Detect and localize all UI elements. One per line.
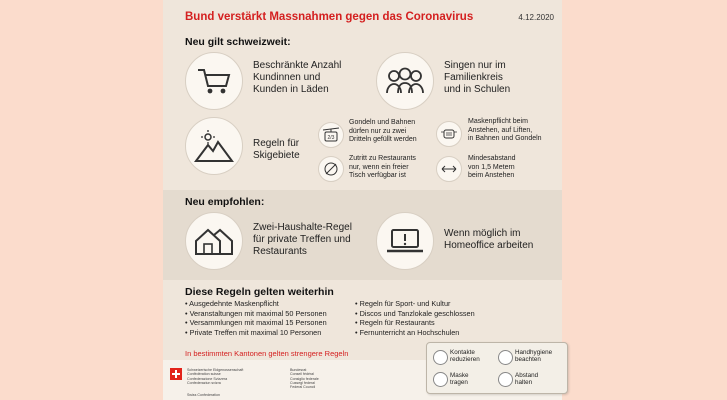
handwash-icon [498,350,513,365]
cantons-note: In bestimmten Kantonen gelten strengere Regeln [185,349,349,358]
laptop-icon [376,212,434,270]
federal-council-text: Bundesrat Conseil fédéral Consiglio federale Cussegl federal Federal Council [290,368,319,390]
shopping-cart-icon [185,52,243,110]
poster-title: Bund verstärkt Massnahmen gegen das Coronavirus [185,11,474,23]
distance-label: Abstand halten [515,372,539,387]
swiss-confederation-text: Swiss Confederation [187,393,220,397]
shop-limit-label: Beschränkte Anzahl Kundinnen und Kunden in Läden [253,60,342,95]
distance-small-icon [498,372,513,387]
existing-rule-item: • Regeln für Restaurants [355,318,435,328]
poster-date: 4.12.2020 [518,13,554,22]
hygiene-box [426,342,568,394]
two-households-label: Zwei-Haushalte-Regel für private Treffen und Restaurants [253,222,352,257]
section-existing-rules-heading: Diese Regeln gelten weiterhin [185,286,334,298]
mask-icon [436,121,462,147]
restaurant-icon [318,156,344,182]
existing-rule-item: • Regeln für Sport- und Kultur [355,299,451,308]
existing-rule-item: • Veranstaltungen mit maximal 50 Personen [185,308,327,318]
mountain-icon [185,117,243,175]
existing-rules-list-left [185,299,327,337]
singing-label: Singen nur im Familienkreis und in Schulen [444,60,511,95]
gondola-ratio-text: 2/3 [327,135,335,141]
existing-rules-list-right [355,299,475,337]
gondola-icon [318,122,344,148]
family-icon [376,52,434,110]
section-new-rules-heading: Neu gilt schweizweit: [185,36,291,48]
mask-rule-label: Maskenpflicht beim Anstehen, auf Liften, in Bahnen und Gondeln [468,118,542,143]
swiss-flag-icon [170,368,182,380]
existing-rule-item: • Fernunterricht an Hochschulen [355,327,460,337]
info-poster [163,0,562,400]
contacts-icon [433,350,448,365]
houses-icon [185,212,243,270]
mask-small-icon [433,372,448,387]
existing-rule-item: • Private Treffen mit maximal 10 Personen [185,327,322,337]
contacts-label: Kontakte reduzieren [450,349,480,364]
distance-icon [436,156,462,182]
hygiene-label: Handhygiene beachten [515,349,553,364]
section-recommended-heading: Neu empfohlen: [185,196,265,208]
existing-rule-item: • Discos und Tanzlokale geschlossen [355,308,475,318]
ski-rules-label: Regeln für Skigebiete [253,138,300,161]
confederation-text: Schweizerische Eidgenossenschaft Confédération suisse Confederazione Svizzera Confederaziun svizra [187,368,244,385]
existing-rule-item: • Versammlungen mit maximal 15 Personen [185,318,327,328]
distance-rule-label: Mindesabstand von 1,5 Metern beim Anstehen [468,155,516,180]
homeoffice-label: Wenn möglich im Homeoffice arbeiten [444,228,534,251]
restaurant-label: Zutritt zu Restaurants nur, wenn ein freier Tisch verfügbar ist [349,155,416,180]
mask-label: Maske tragen [450,372,469,387]
gondola-label: Gondeln und Bahnen dürfen nur zu zwei Dritteln gefüllt werden [349,119,417,144]
existing-rule-item: • Ausgedehnte Maskenpflicht [185,299,279,308]
